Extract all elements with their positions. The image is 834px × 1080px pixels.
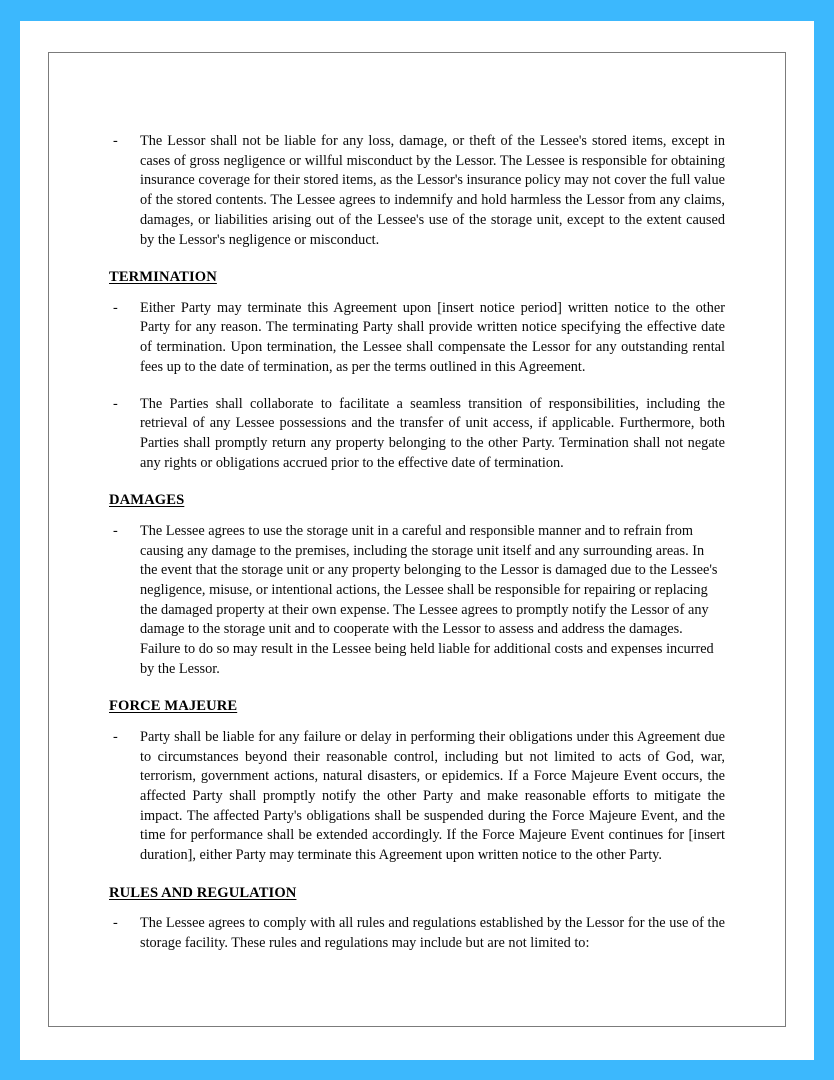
section-heading: DAMAGES [109,492,185,509]
clause-text: Party shall be liable for any failure or delay in performing their obligations under this Agreement due to circumstances beyond their reasonable control, including but not limited to acts of God, war, terrorism, government actions, natural disasters, or epidemics. If a Force Majeure Event occurs, the affected Party shall promptly notify the other Party and make reasonable efforts to mitigate the impact. The affected Party's obligations shall be suspended during the Force Majeure Event, and the time for performance shall be extended accordingly. If the Force Majeure Event continues for [insert duration], either Party may terminate this Agreement upon written notice to the other Party. [140,728,725,864]
clause-paragraph [113,299,725,378]
section-heading: TERMINATION [109,269,217,286]
clause-paragraph [113,914,725,953]
clause-bullet-dash: - [113,728,118,745]
clause-bullet-dash: - [113,395,118,412]
clause-paragraph [113,395,725,474]
section-heading: RULES AND REGULATION [109,884,297,901]
clause-bullet-dash: - [113,915,118,932]
document-body [109,132,725,954]
clause-bullet-dash: - [113,522,118,539]
clause-bullet-dash: - [113,299,118,316]
clause-text: Either Party may terminate this Agreement upon [insert notice period] written notice to the other Party for any reason. The terminating Party shall provide written notice specifying the effective date of termination. Upon termination, the Lessee shall compensate the Lessor for any outstanding rental fees up to the date of termination, as per the terms outlined in this Agreement. [140,299,725,375]
clause-paragraph [113,522,725,680]
clause-text: The Lessor shall not be liable for any loss, damage, or theft of the Lessee's stored items, except in cases of gross negligence or willful misconduct by the Lessor. The Lessee is responsible for obtaining insurance coverage for their stored items, as the Lessor's insurance policy may not cover the full value of the stored contents. The Lessee agrees to indemnify and hold harmless the Lessor from any claims, damages, or liabilities arising out of the Lessee's use of the storage unit, except to the extent caused by the Lessor's negligence or misconduct. [140,133,725,248]
section-heading: FORCE MAJEURE [109,698,238,715]
page-sheet [20,21,814,1060]
clause-paragraph [113,132,725,250]
page-border-frame [48,52,786,1027]
clause-text: The Parties shall collaborate to facilitate a seamless transition of responsibilities, including the retrieval of any Lessee possessions and the transfer of unit access, if applicable. Furthermore, both Parties shall promptly return any property belonging to the other Party. Termination shall not negate any rights or obligations accrued prior to the effective date of termination. [140,395,725,471]
clause-bullet-dash: - [113,133,118,149]
clause-text: The Lessee agrees to use the storage unit in a careful and responsible manner and to refrain from causing any damage to the premises, including the storage unit itself and any surrounding areas. In the event that the storage unit or any property belonging to the Lessor is damaged due to the Lessee's negligence, misuse, or intentional actions, the Lessee shall be responsible for repairing or replacing the damaged property at their own expense. The Lessee agrees to promptly notify the Lessor of any damage to the storage unit and to cooperate with the Lessor to assess and address the damages. Failure to do so may result in the Lessee being held liable for additional costs and expenses incurred by the Lessor. [140,522,718,677]
clause-text: The Lessee agrees to comply with all rules and regulations established by the Lessor for the use of the storage facility. These rules and regulations may include but are not limited to: [140,915,725,952]
clause-paragraph [113,728,725,866]
